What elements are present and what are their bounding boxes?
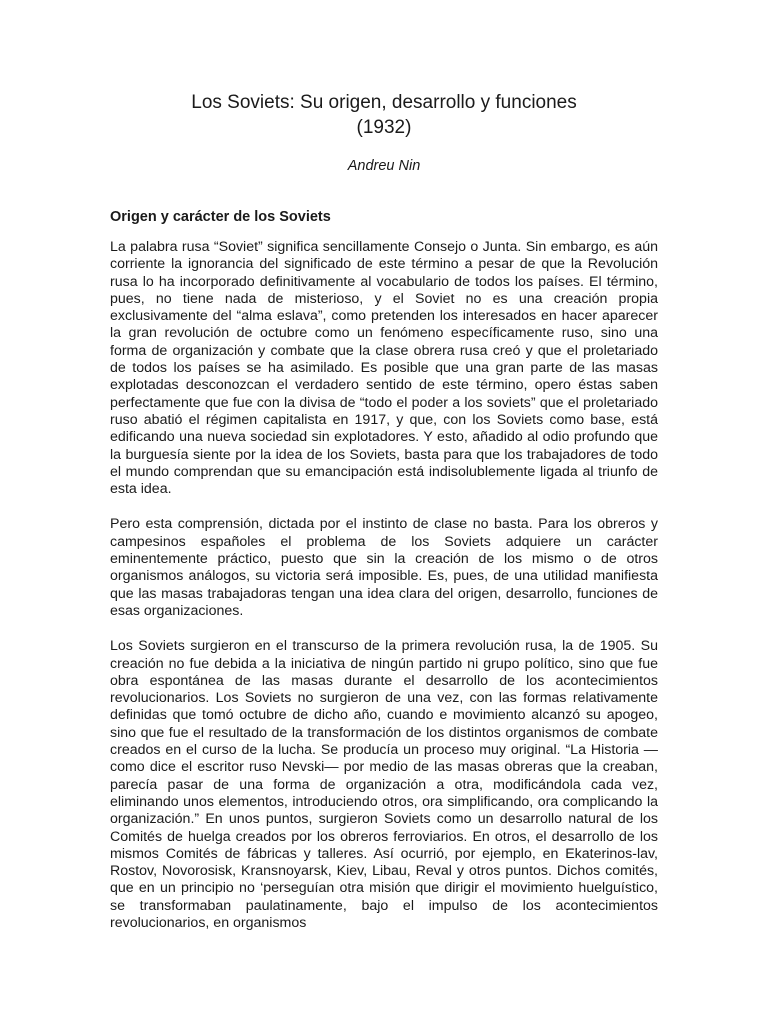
document-author: Andreu Nin: [347, 158, 421, 174]
document-title: [110, 90, 658, 140]
document-body: [110, 239, 658, 950]
document-title-line-1: Los Soviets: Su origen, desarrollo y funciones: [191, 92, 577, 113]
body-paragraph-2: Pero esta comprensión, dictada por el instinto de clase no basta. Para los obreros y campesinos españoles el problema de los Soviets adquiere un carácter eminentemente práctico, puesto que sin la creación de los mismo o de otros organismos análogos, su victoria será imposible. Es, pues, de una utilidad manifiesta que las masas trabajadoras tengan una idea clara del origen, desarrollo, funciones de esas organizaciones.: [110, 516, 658, 619]
document-title-line-2: (1932): [356, 117, 412, 138]
body-paragraph-1: La palabra rusa “Soviet” significa sencillamente Consejo o Junta. Sin embargo, es aún corriente la ignorancia del significado de este término a pesar de que la Revolución rusa lo ha incorporado definitivamente al vocabulario de todos los países. El término, pues, no tiene nada de misterioso, y el Soviet no es una creación propia exclusivamente del “alma eslava”, como pretenden los interesados en hacer aparecer la gran revolución de octubre como un fenómeno específicamente ruso, sino una forma de organización y combate que la clase obrera rusa creó y que el proletariado de todos los países se ha asimilado. Es posible que una gran parte de las masas explotadas desconozcan el verdadero sentido de este término, opero éstas saben perfectamente que fue con la divisa de “todo el poder a los soviets” que el proletariado ruso abatió el régimen capitalista en 1917, y que, con los Soviets como base, está edificando una nueva sociedad sin explotadores. Y esto, añadido al odio profundo que la burguesía siente por la idea de los Soviets, basta para que los trabajadores de todo el mundo comprendan que su emancipación está indisolublemente ligada al triunfo de esta idea.: [110, 239, 658, 498]
body-paragraph-3: Los Soviets surgieron en el transcurso de la primera revolución rusa, la de 1905. Su creación no fue debida a la iniciativa de ningún partido ni grupo político, sino que fue obra espontánea de las masas durante el desarrollo de los acontecimientos revolucionarios. Los Soviets no surgieron de una vez, con las formas relativamente definidas que tomó octubre de dicho año, cuando e movimiento alcanzó su apogeo, sino que fue el resultado de la transformación de los distintos organismos de combate creados en el curso de la lucha. Se producía un proceso muy original. “La Historia —como dice el escritor ruso Nevski— por medio de las masas obreras que la creaban, parecía pasar de una forma de organización a otra, modificándola cada vez, eliminando unos elementos, introduciendo otros, ora simplificando, ora complicando la organización.” En unos puntos, surgieron Soviets como un desarrollo natural de los Comités de huelga creados por los obreros ferroviarios. En otros, el desarrollo de los mismos Comités de fábricas y talleres. Así ocurrió, por ejemplo, en Ekaterinos-lav, Rostov, Novorosisk, Kransnoyarsk, Kiev, Libau, Reval y otros puntos. Dichos comités, que en un principio no ‘perseguían otra misión que dirigir el movimiento huelguístico, se transformaban paulatinamente, bajo el impulso de los acontecimientos revolucionarios, en organismos: [110, 638, 658, 931]
section-heading: Origen y carácter de los Soviets: [110, 209, 331, 225]
